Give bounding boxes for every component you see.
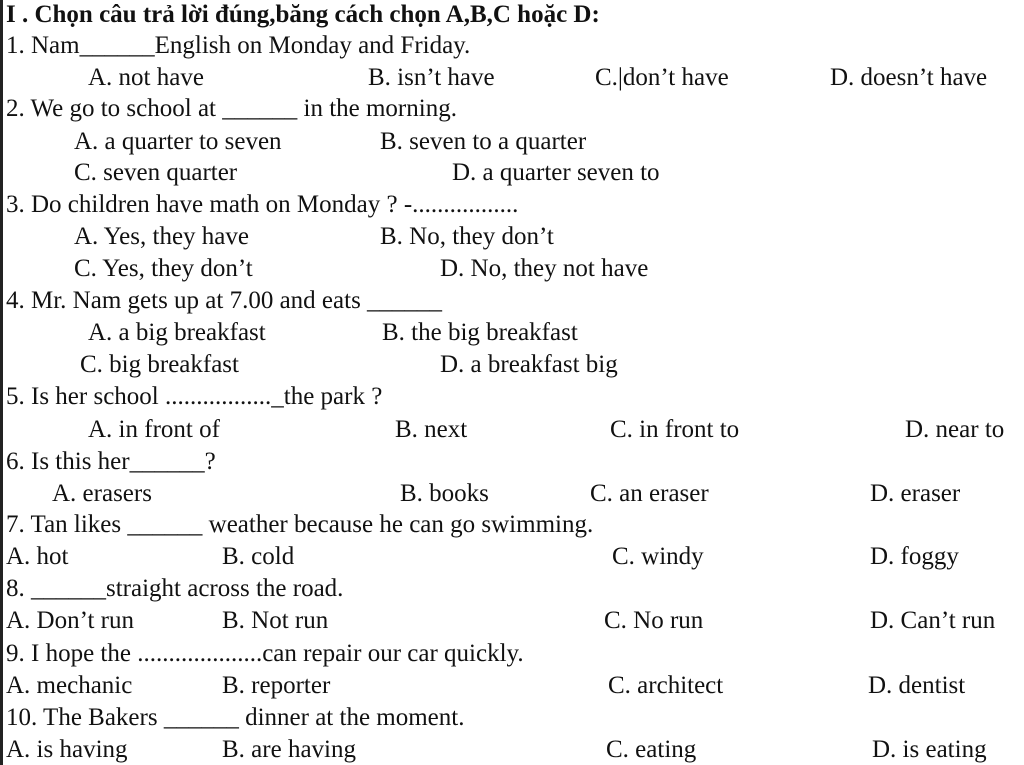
question-5-option-a: A. in front of [88,416,220,443]
question-10-option-a: A. is having [6,736,128,763]
question-1-stem: 1. Nam______English on Monday and Friday. [6,32,471,59]
question-7-option-d: D. foggy [870,543,959,570]
question-3-option-a: A. Yes, they have [74,223,249,250]
question-7-option-a: A. hot [6,543,69,570]
question-6-option-a: A. erasers [52,480,152,507]
question-4-option-c: C. big breakfast [80,351,239,378]
question-8-option-b: B. Not run [222,607,329,634]
question-8-stem: 8. ______straight across the road. [6,575,344,602]
question-7-option-b: B. cold [222,543,295,570]
question-5-option-d: D. near to [905,416,1005,443]
question-10-option-b: B. are having [222,736,356,763]
question-2-option-a: A. a quarter to seven [74,128,282,155]
question-6-option-d: D. eraser [870,480,961,507]
question-8-option-c: C. No run [604,607,704,634]
question-8-option-a: A. Don’t run [6,607,135,634]
question-6-option-b: B. books [400,480,489,507]
question-9-option-a: A. mechanic [6,672,133,699]
question-4-option-b: B. the big breakfast [382,319,578,346]
question-5-option-c: C. in front to [610,416,740,443]
question-1-option-d: D. doesn’t have [830,64,988,91]
question-9-option-b: B. reporter [222,672,331,699]
question-3-option-b: B. No, they don’t [380,223,554,250]
question-7-stem: 7. Tan likes ______ weather because he can go swimming. [6,511,594,538]
question-5-option-b: B. next [395,416,468,443]
question-10-stem: 10. The Bakers ______ dinner at the moment. [6,704,465,731]
question-10-option-d: D. is eating [872,736,987,763]
question-9-option-d: D. dentist [868,672,966,699]
question-1-option-b: B. isn’t have [368,64,495,91]
section-title: I . Chọn câu trả lời đúng,băng cách chọn A,B,C hoặc D: [6,1,600,28]
question-4-stem: 4. Mr. Nam gets up at 7.00 and eats ______ [6,287,443,314]
question-8-option-d: D. Can’t run [870,607,996,634]
question-1-option-c: C.|don’t have [595,64,729,91]
question-2-option-d: D. a quarter seven to [452,159,660,186]
question-3-option-d: D. No, they not have [440,255,649,282]
question-3-stem: 3. Do children have math on Monday ? -................. [6,191,519,218]
question-6-stem: 6. Is this her______? [6,448,216,475]
page-left-border [0,0,3,765]
question-9-option-c: C. architect [608,672,724,699]
question-7-option-c: C. windy [612,543,704,570]
question-1-option-a: A. not have [88,64,204,91]
question-3-option-c: C. Yes, they don’t [74,255,253,282]
question-2-stem: 2. We go to school at ______ in the morning. [6,95,457,122]
question-4-option-a: A. a big breakfast [88,319,266,346]
question-5-stem: 5. Is her school ................._the park ? [6,383,383,410]
question-9-stem: 9. I hope the ....................can repair our car quickly. [6,640,524,667]
question-10-option-c: C. eating [606,736,697,763]
question-6-option-c: C. an eraser [590,480,709,507]
question-2-option-c: C. seven quarter [74,159,238,186]
question-2-option-b: B. seven to a quarter [380,128,587,155]
question-4-option-d: D. a breakfast big [440,351,618,378]
